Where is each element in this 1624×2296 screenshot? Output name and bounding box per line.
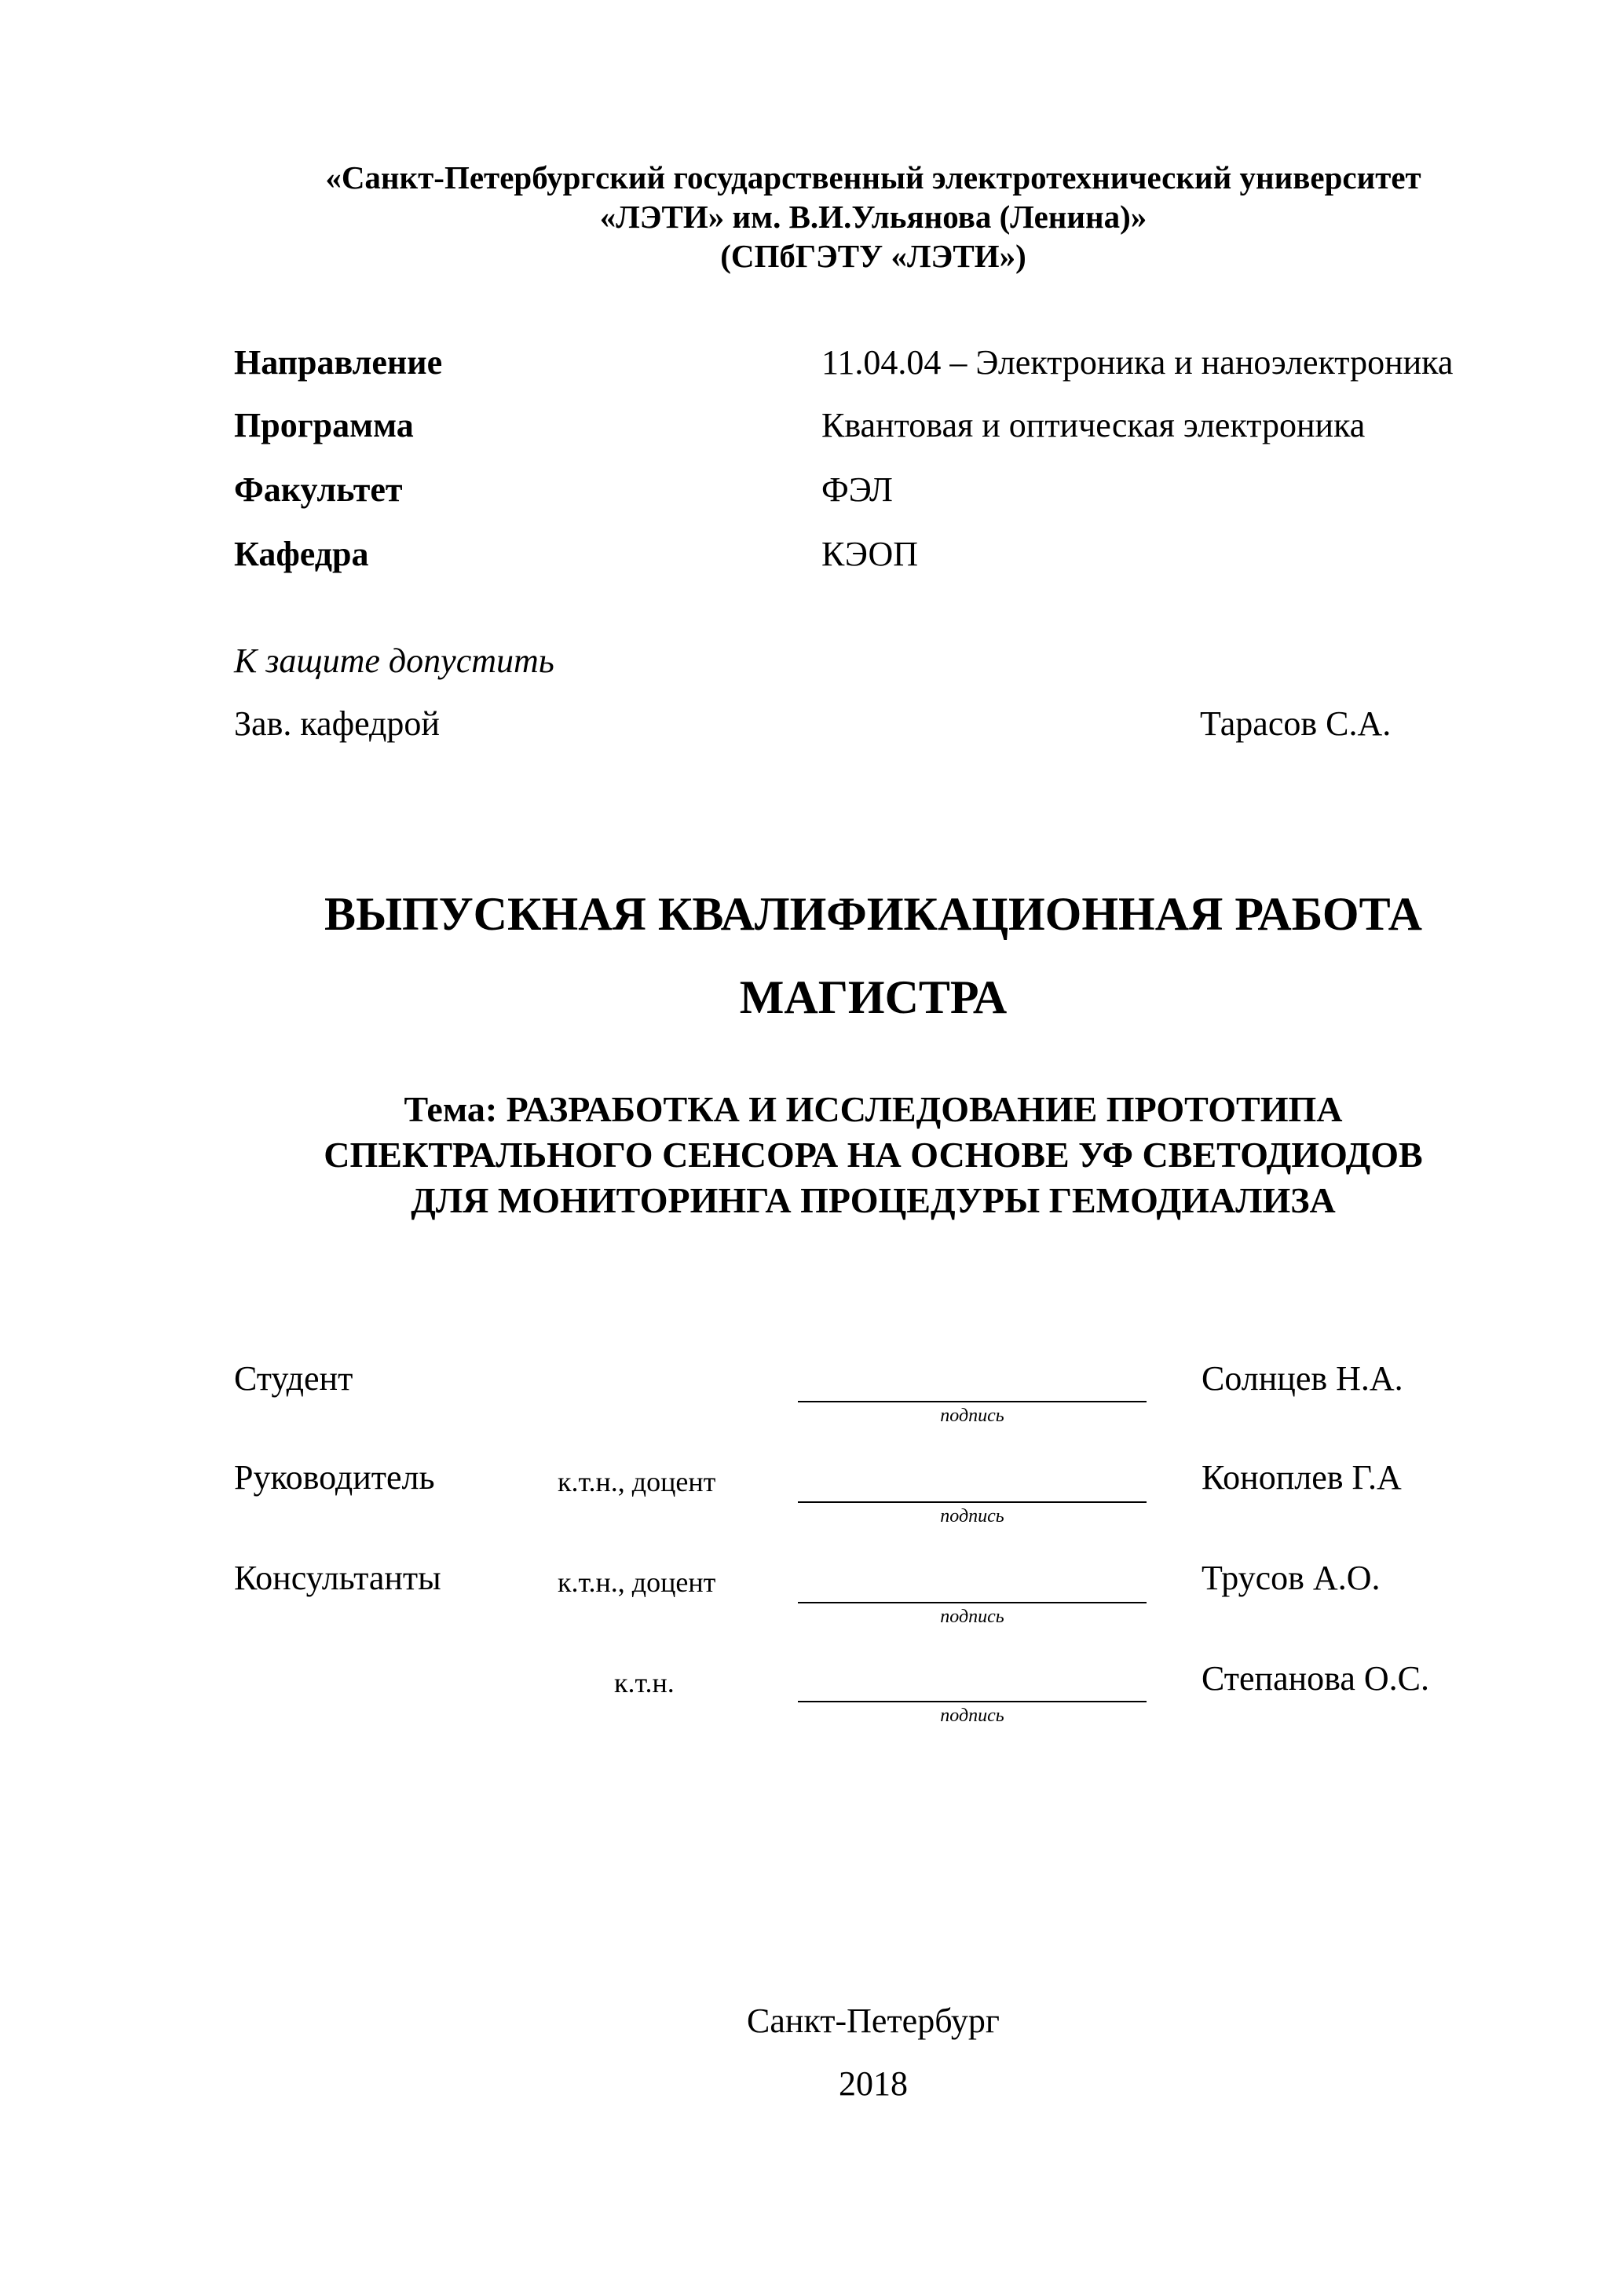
faculty-label: Факультет — [234, 470, 403, 509]
university-name-line1: «Санкт-Петербургский государственный электротехнический университет — [325, 159, 1421, 196]
signature-degree: к.т.н., доцент — [558, 1466, 716, 1497]
work-title-line1: ВЫПУСКНАЯ КВАЛИФИКАЦИОННАЯ РАБОТА — [324, 888, 1422, 940]
signature-name: Коноплев Г.А — [1202, 1458, 1402, 1497]
signature-name: Солнцев Н.А. — [1202, 1359, 1403, 1398]
department-value: КЭОП — [821, 535, 919, 573]
signature-caption: подпись — [940, 1406, 1004, 1426]
signature-role: Консультанты — [234, 1559, 441, 1597]
signature-line — [798, 1501, 1147, 1503]
university-abbreviation: (СПбГЭТУ «ЛЭТИ») — [720, 238, 1026, 274]
signature-caption: подпись — [940, 1506, 1004, 1526]
signature-line — [798, 1401, 1147, 1402]
work-title-line2: МАГИСТРА — [739, 971, 1008, 1023]
faculty-value: ФЭЛ — [821, 470, 893, 509]
approval-heading: К защите допустить — [234, 642, 554, 680]
signature-role: Руководитель — [234, 1458, 435, 1497]
topic-line1: Тема: РАЗРАБОТКА И ИССЛЕДОВАНИЕ ПРОТОТИПА — [404, 1089, 1343, 1129]
signature-caption: подпись — [940, 1607, 1004, 1627]
direction-label: Направление — [234, 343, 443, 382]
topic-line2: СПЕКТРАЛЬНОГО СЕНСОРА НА ОСНОВЕ УФ СВЕТОДИОДОВ — [324, 1135, 1423, 1175]
signature-degree: к.т.н., доцент — [558, 1567, 716, 1598]
topic-line3: ДЛЯ МОНИТОРИНГА ПРОЦЕДУРЫ ГЕМОДИАЛИЗА — [411, 1180, 1336, 1220]
signature-name: Степанова О.С. — [1202, 1659, 1429, 1698]
footer-year: 2018 — [839, 2064, 908, 2103]
footer-city: Санкт-Петербург — [747, 2002, 1000, 2040]
signature-degree: к.т.н. — [614, 1667, 675, 1698]
department-label: Кафедра — [234, 535, 369, 573]
signature-caption: подпись — [940, 1706, 1004, 1726]
signature-name: Трусов А.О. — [1202, 1559, 1381, 1597]
signature-role: Студент — [234, 1359, 353, 1398]
direction-value: 11.04.04 – Электроника и наноэлектроника — [821, 343, 1454, 382]
program-label: Программа — [234, 406, 414, 444]
university-name-line2: «ЛЭТИ» им. В.И.Ульянова (Ленина)» — [599, 199, 1147, 235]
signature-line — [798, 1701, 1147, 1702]
approval-name: Тарасов С.А. — [1200, 704, 1392, 743]
approval-role: Зав. кафедрой — [234, 704, 440, 743]
program-value: Квантовая и оптическая электроника — [821, 406, 1366, 444]
signature-line — [798, 1602, 1147, 1603]
